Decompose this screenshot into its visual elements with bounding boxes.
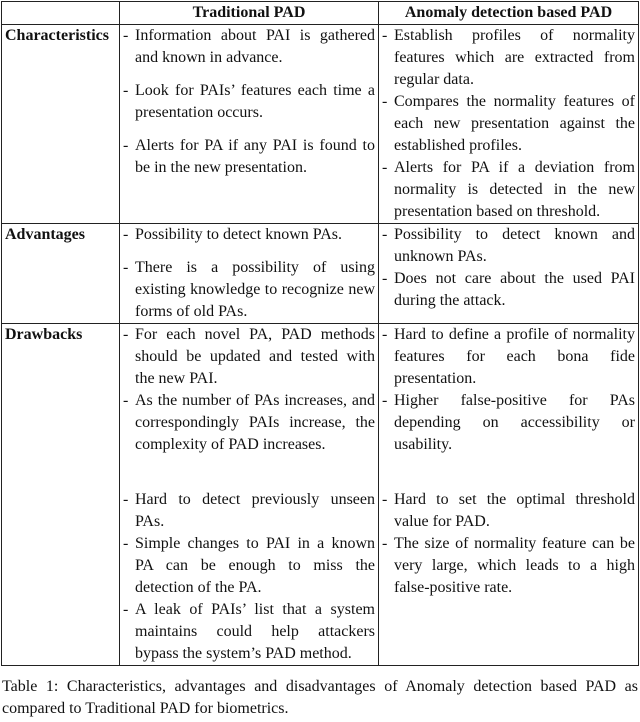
header-traditional-pad: Traditional PAD xyxy=(120,2,379,25)
list-item: - Establish profiles of normality features which are extracted from regular data. xyxy=(382,27,635,88)
row-advantages xyxy=(2,224,639,324)
header-anomaly-pad: Anomaly detection based PAD xyxy=(379,2,639,25)
row-label-characteristics: Characteristics xyxy=(2,25,120,224)
list-item: - Possibility to detect known and unknown PAs. xyxy=(382,226,635,265)
table-caption: Table 1: Characteristics, advantages and disadvantages of Anomaly detection based PAD as compared to Traditional PAD for biometrics. xyxy=(2,678,638,717)
list-item: - Simple changes to PAI in a known PA can be enough to miss the detection of the PA. xyxy=(123,535,375,596)
list-item: - Alerts for PA if a deviation from normality is detected in the new presentation based on threshold. xyxy=(382,159,635,220)
list-item: - Hard to detect previously unseen PAs. xyxy=(123,491,375,530)
row-drawbacks xyxy=(2,324,639,666)
list-item: - Higher false-positive for PAs depending on accessibility or usability. xyxy=(382,392,635,453)
list-item: - For each novel PA, PAD methods should be updated and tested with the new PAI. xyxy=(123,326,375,387)
row-label-drawbacks: Drawbacks xyxy=(2,324,120,666)
list-item: - Possibility to detect known PAs. xyxy=(123,226,342,243)
cell-anomaly-drawbacks xyxy=(379,324,639,666)
list-item: - Information about PAI is gathered and known in advance. xyxy=(123,27,375,66)
list-item: - Hard to define a profile of normality features for each bona fide presentation. xyxy=(382,326,635,387)
list-item: - A leak of PAIs’ list that a system maintains could help attackers bypass the system’s PAD method. xyxy=(123,601,375,662)
list-item: - Look for PAIs’ features each time a presentation occurs. xyxy=(123,82,375,121)
list-item: - Hard to set the optimal threshold value for PAD. xyxy=(382,491,635,530)
cell-traditional-characteristics xyxy=(120,25,379,224)
cell-anomaly-advantages xyxy=(379,224,639,324)
list-item: - Does not care about the used PAI during the attack. xyxy=(382,270,635,309)
row-label-advantages: Advantages xyxy=(2,224,120,324)
list-item: - As the number of PAs increases, and correspondingly PAIs increase, the complexity of PAD increases. xyxy=(123,392,375,453)
list-item: - The size of normality feature can be very large, which leads to a high false-positive rate. xyxy=(382,535,635,596)
row-characteristics xyxy=(2,25,639,224)
header-row xyxy=(2,2,639,25)
list-item: - Compares the normality features of each new presentation against the established profiles. xyxy=(382,93,635,154)
header-empty xyxy=(2,2,120,25)
cell-traditional-advantages xyxy=(120,224,379,324)
list-item: - There is a possibility of using existing knowledge to recognize new forms of old PAs. xyxy=(123,259,375,320)
list-item: - Alerts for PA if any PAI is found to be in the new presentation. xyxy=(123,137,375,176)
cell-traditional-drawbacks xyxy=(120,324,379,666)
cell-anomaly-characteristics xyxy=(379,25,639,224)
comparison-table xyxy=(1,1,639,666)
